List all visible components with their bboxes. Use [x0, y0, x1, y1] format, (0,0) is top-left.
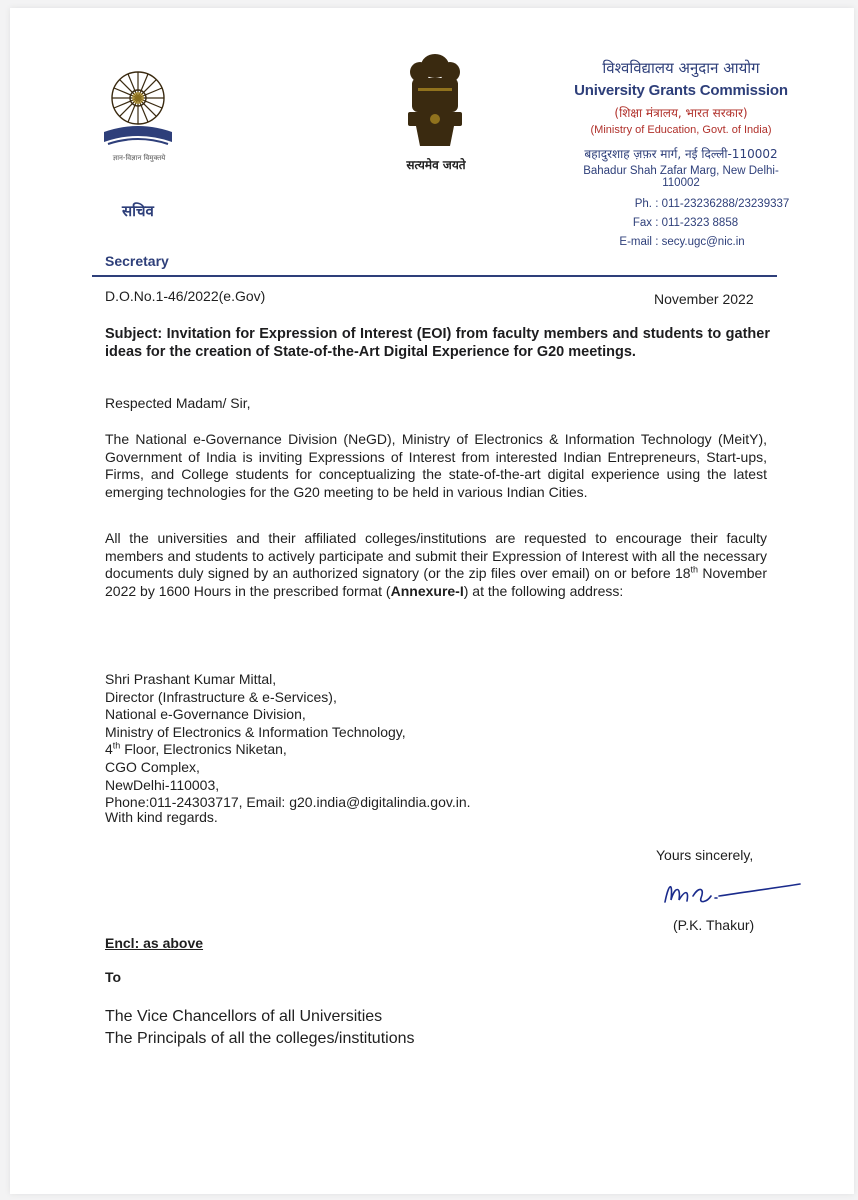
email-address: secy.ugc@nic.in — [661, 236, 745, 248]
secretary-hindi: सचिव — [122, 202, 154, 220]
annexure-label: Annexure-I — [390, 582, 464, 599]
salutation: Respected Madam/ Sir, — [105, 395, 251, 411]
org-header — [566, 58, 796, 189]
header-divider — [92, 275, 777, 277]
letter-page — [10, 8, 854, 1194]
phone-label: Ph. — [634, 198, 652, 210]
address-designation: Director (Infrastructure & e-Services), — [105, 688, 337, 705]
recipients-list — [105, 1006, 415, 1050]
paragraph-2-text-c: ) at the following address: — [463, 582, 624, 599]
signatory-name: (P.K. Thakur) — [673, 917, 755, 933]
closing-regards: With kind regards. — [105, 809, 218, 825]
address-complex: CGO Complex, — [105, 758, 200, 775]
paragraph-1: The National e-Governance Division (NeGD), Ministry of Electronics & Information Technology (MeitY), Government of India is inviting Expressions of Interest from interested Indian Entrepreneurs, Start-ups, Firms, and College students for conceptualizing the state-of-the-art digital experience using the latest emerging technologies for the G20 meeting to be held in various Indian Cities. — [105, 431, 767, 500]
paragraph-2-text-a: All the universities and their affiliated colleges/institutions are requested to encourage their faculty members and students to actively participate and submit their Expression of Interest with all the necessary documents duly signed by an authorized signatory (or the zip files over email) on or before 18 — [105, 530, 767, 582]
sign-off: Yours sincerely, — [656, 847, 754, 863]
address-contact: Phone:011-24303717, Email: g20.india@digitalindia.gov.in. — [105, 794, 471, 811]
fax-label: Fax — [632, 217, 652, 229]
paragraph-2 — [105, 530, 767, 600]
emblem-motto: सत्यमेव जयते — [406, 158, 466, 172]
reference-number: D.O.No.1-46/2022(e.Gov) — [105, 288, 266, 304]
contact-block: Ph. : 011-23236288/23239337 Fax : 011-2323 8858 E-mail : secy.ugc@nic.in — [602, 198, 782, 255]
ministry-hindi: (शिक्षा मंत्रालय, भारत सरकार) — [614, 106, 748, 120]
signature-image — [655, 874, 805, 914]
address-city: NewDelhi-110003, — [105, 776, 220, 793]
recipient-address — [105, 671, 471, 812]
address-floor: 4th Floor, Electronics Niketan, — [105, 740, 287, 758]
org-name-hindi: विश्वविद्यालय अनुदान आयोग — [602, 59, 760, 77]
email-label: E-mail — [619, 236, 652, 248]
letter-subject: Subject: Invitation for Expression of Interest (EOI) from faculty members and students to gather ideas for the creation of State-of-the-Art Digital Experience for G20 meetings. — [105, 326, 770, 360]
enclosure-note: Encl: as above — [105, 935, 204, 951]
ugc-motto: ज्ञान-विज्ञान विमुक्तये — [112, 154, 166, 162]
fax-number: 011-2323 8858 — [661, 217, 739, 229]
org-name-english: University Grants Commission — [574, 82, 788, 99]
letter-date: November 2022 — [654, 291, 754, 307]
national-emblem-icon — [398, 48, 472, 160]
address-division: National e-Governance Division, — [105, 706, 306, 723]
address-ministry: Ministry of Electronics & Information Technology, — [105, 723, 406, 740]
paragraph-2-sup: th — [690, 564, 699, 575]
recipient-line: The Principals of all the colleges/institutions — [105, 1030, 415, 1047]
address-name: Shri Prashant Kumar Mittal, — [105, 671, 277, 687]
phone-number: 011-23236288/23239337 — [661, 198, 790, 210]
secretary-english: Secretary — [105, 253, 169, 269]
to-label: To — [105, 969, 122, 985]
recipient-line: The Vice Chancellors of all Universities — [105, 1008, 383, 1025]
address-english: Bahadur Shah Zafar Marg, New Delhi-110002 — [583, 165, 779, 189]
ministry-english: (Ministry of Education, Govt. of India) — [590, 124, 772, 136]
address-hindi: बहादुरशाह ज़फ़र मार्ग, नई दिल्ली-110002 — [584, 147, 778, 161]
paragraph-2-text-b: November 2022 by 1600 Hours in the prescribed format ( — [105, 565, 767, 599]
